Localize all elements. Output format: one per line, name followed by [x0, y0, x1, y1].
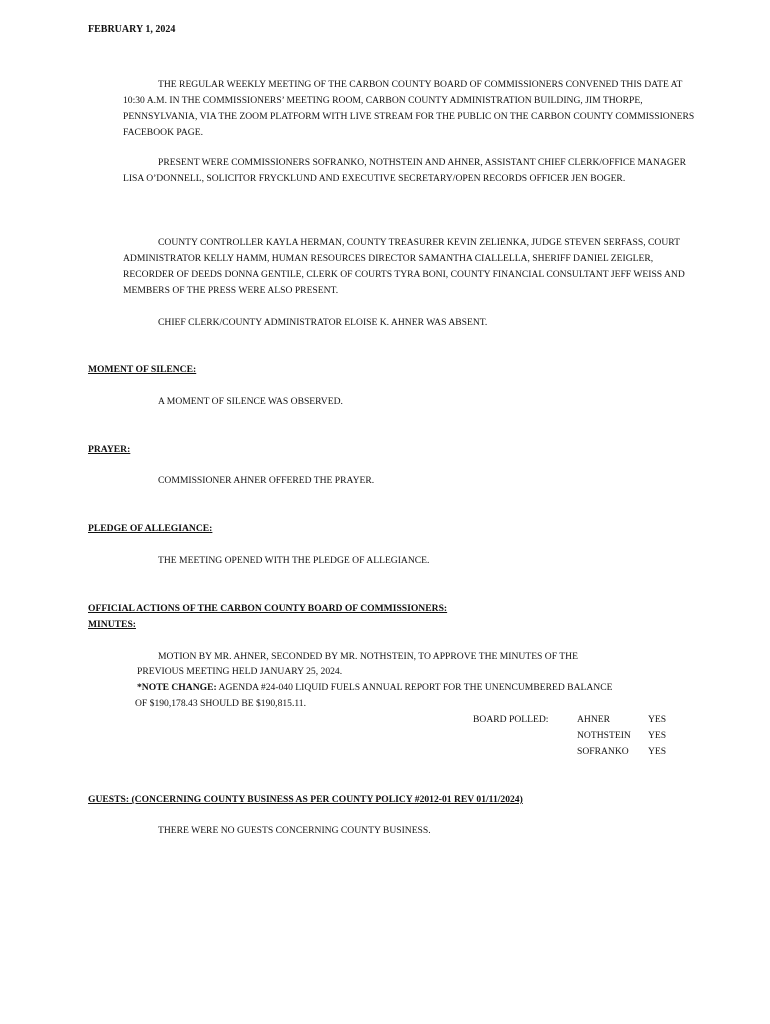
note-change-line-1 — [137, 680, 612, 696]
poll-vote: YES — [648, 714, 667, 725]
also-present-paragraph: COUNTY CONTROLLER KAYLA HERMAN, COUNTY TREASURER KEVIN ZELIENKA, JUDGE STEVEN SERFASS, COURT ADMINISTRATOR KELLY HAMM, HUMAN RESOURCES DIRECTOR SAMANTHA CIALLELLA, SHERIFF DANIEL ZEIGLER, RECORDER OF DEEDS DONNA GENTILE, CLERK OF COURTS TYRA BONI, COUNTY FINANCIAL CONSULTANT JEFF WEISS AND MEMBERS OF THE PRESS WERE ALSO PRESENT. — [123, 237, 685, 296]
guests-text: THERE WERE NO GUESTS CONCERNING COUNTY BUSINESS. — [158, 825, 431, 836]
absent-paragraph: CHIEF CLERK/COUNTY ADMINISTRATOR ELOISE K. AHNER WAS ABSENT. — [158, 317, 488, 328]
poll-name: AHNER — [577, 714, 611, 725]
poll-vote: YES — [648, 730, 667, 741]
motion-line-2: PREVIOUS MEETING HELD JANUARY 25, 2024. — [137, 666, 343, 677]
prayer-text: COMMISSIONER AHNER OFFERED THE PRAYER. — [158, 475, 375, 486]
note-change-text: AGENDA #24-040 LIQUID FUELS ANNUAL REPORT FOR THE UNENCUMBERED BALANCE — [216, 682, 613, 693]
guests-heading: GUESTS: (CONCERNING COUNTY BUSINESS AS PER COUNTY POLICY #2012-01 REV 01/11/2024) — [88, 794, 523, 805]
convened-paragraph: THE REGULAR WEEKLY MEETING OF THE CARBON COUNTY BOARD OF COMMISSIONERS CONVENED THIS DATE AT 10:30 A.M. IN THE COMMISSIONERS’ MEETING ROOM, CARBON COUNTY ADMINISTRATION BUILDING, JIM THORPE, PENNSYLVANIA, VIA THE ZOOM PLATFORM WITH LIVE STREAM FOR THE PUBLIC ON THE CARBON COUNTY COMMISSIONERS FACEBOOK PAGE. — [123, 79, 695, 138]
note-change-line-2: OF $190,178.43 SHOULD BE $190,815.11. — [135, 698, 307, 709]
board-polled-label: BOARD POLLED: — [473, 714, 549, 725]
poll-name: NOTHSTEIN — [577, 730, 631, 741]
meeting-date: FEBRUARY 1, 2024 — [88, 24, 176, 35]
present-paragraph: PRESENT WERE COMMISSIONERS SOFRANKO, NOTHSTEIN AND AHNER, ASSISTANT CHIEF CLERK/OFFICE MANAGER LISA O’DONNELL, SOLICITOR FRYCKLUND AND EXECUTIVE SECRETARY/OPEN RECORDS OFFICER JEN BOGER. — [123, 157, 687, 184]
pledge-heading: PLEDGE OF ALLEGIANCE: — [88, 523, 213, 534]
moment-of-silence-text: A MOMENT OF SILENCE WAS OBSERVED. — [158, 396, 343, 407]
poll-name: SOFRANKO — [577, 746, 629, 757]
official-actions-heading: OFFICIAL ACTIONS OF THE CARBON COUNTY BOARD OF COMMISSIONERS: — [88, 603, 448, 614]
poll-vote: YES — [648, 746, 667, 757]
minutes-heading: MINUTES: — [88, 619, 136, 630]
motion-line-1: MOTION BY MR. AHNER, SECONDED BY MR. NOTHSTEIN, TO APPROVE THE MINUTES OF THE — [158, 651, 578, 662]
pledge-text: THE MEETING OPENED WITH THE PLEDGE OF ALLEGIANCE. — [158, 555, 430, 566]
moment-of-silence-heading: MOMENT OF SILENCE: — [88, 364, 197, 375]
prayer-heading: PRAYER: — [88, 444, 131, 455]
note-change-label: *NOTE CHANGE: — [137, 682, 217, 693]
